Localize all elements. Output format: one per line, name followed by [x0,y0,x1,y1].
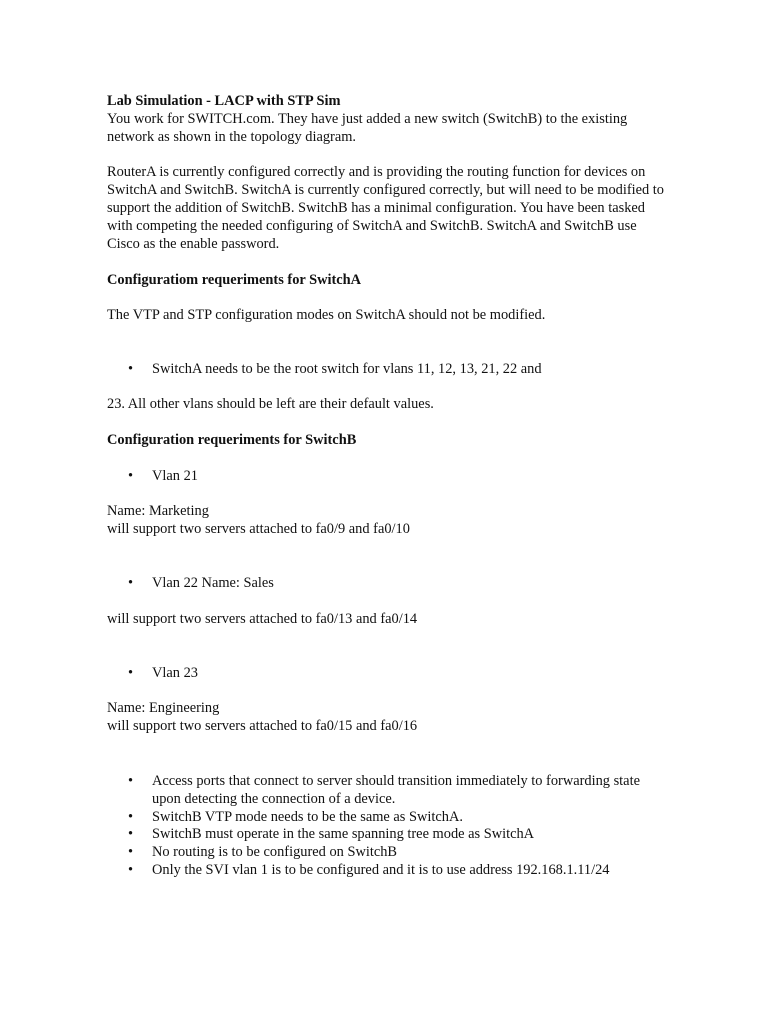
document-title: Lab Simulation - LACP with STP Sim [107,93,341,109]
vlan22-detail: will support two servers attached to fa0/13 and fa0/14 [107,611,418,627]
requirement-item: SwitchB VTP mode needs to be the same as SwitchA. [152,809,463,825]
bullet-marker: • [128,575,134,591]
bullet-marker: • [128,665,134,681]
bullet-marker: • [128,826,134,842]
switcha-heading: Configuratiom requeriments for SwitchA [107,272,362,288]
vlan21-bullet: Vlan 21 [152,468,198,484]
bullet-marker: • [128,361,134,377]
switcha-continuation: 23. All other vlans should be left are their default values. [107,396,434,412]
vlan21-name: Name: Marketing [107,503,209,519]
requirement-item: Only the SVI vlan 1 is to be configured and it is to use address 192.168.1.11/24 [152,862,610,878]
bullet-marker: • [128,844,134,860]
bullet-marker: • [128,862,134,878]
bullet-marker: • [128,468,134,484]
switcha-note: The VTP and STP configuration modes on SwitchA should not be modified. [107,307,546,323]
requirement-item: No routing is to be configured on SwitchB [152,844,398,860]
bullet-marker: • [128,773,134,789]
vlan22-bullet: Vlan 22 Name: Sales [152,575,274,591]
bullet-marker: • [128,809,134,825]
vlan21-detail: will support two servers attached to fa0/9 and fa0/10 [107,521,410,537]
vlan23-bullet: Vlan 23 [152,665,198,681]
vlan23-name: Name: Engineering [107,700,220,716]
switchb-heading: Configuration requeriments for SwitchB [107,432,357,448]
requirement-item: SwitchB must operate in the same spanning tree mode as SwitchA [152,826,535,842]
intro-paragraph: You work for SWITCH.com. They have just added a new switch (SwitchB) to the existing network as shown in the topology diagram. [107,111,628,145]
switcha-root-bullet: SwitchA needs to be the root switch for vlans 11, 12, 13, 21, 22 and [152,361,542,377]
description-paragraph: RouterA is currently configured correctly and is providing the routing function for devices on SwitchA and SwitchB. SwitchA is currently configured correctly, but will need to be modified to support the addition of SwitchB. SwitchB has a minimal configuration. You have been tasked with competing the needed configuring of SwitchA and SwitchB. SwitchA and SwitchB use Cisco as the enable password. [107,164,664,252]
requirement-item: Access ports that connect to server should transition immediately to forwarding state upon detecting the connection of a device. [152,773,640,807]
vlan23-detail: will support two servers attached to fa0/15 and fa0/16 [107,718,418,734]
